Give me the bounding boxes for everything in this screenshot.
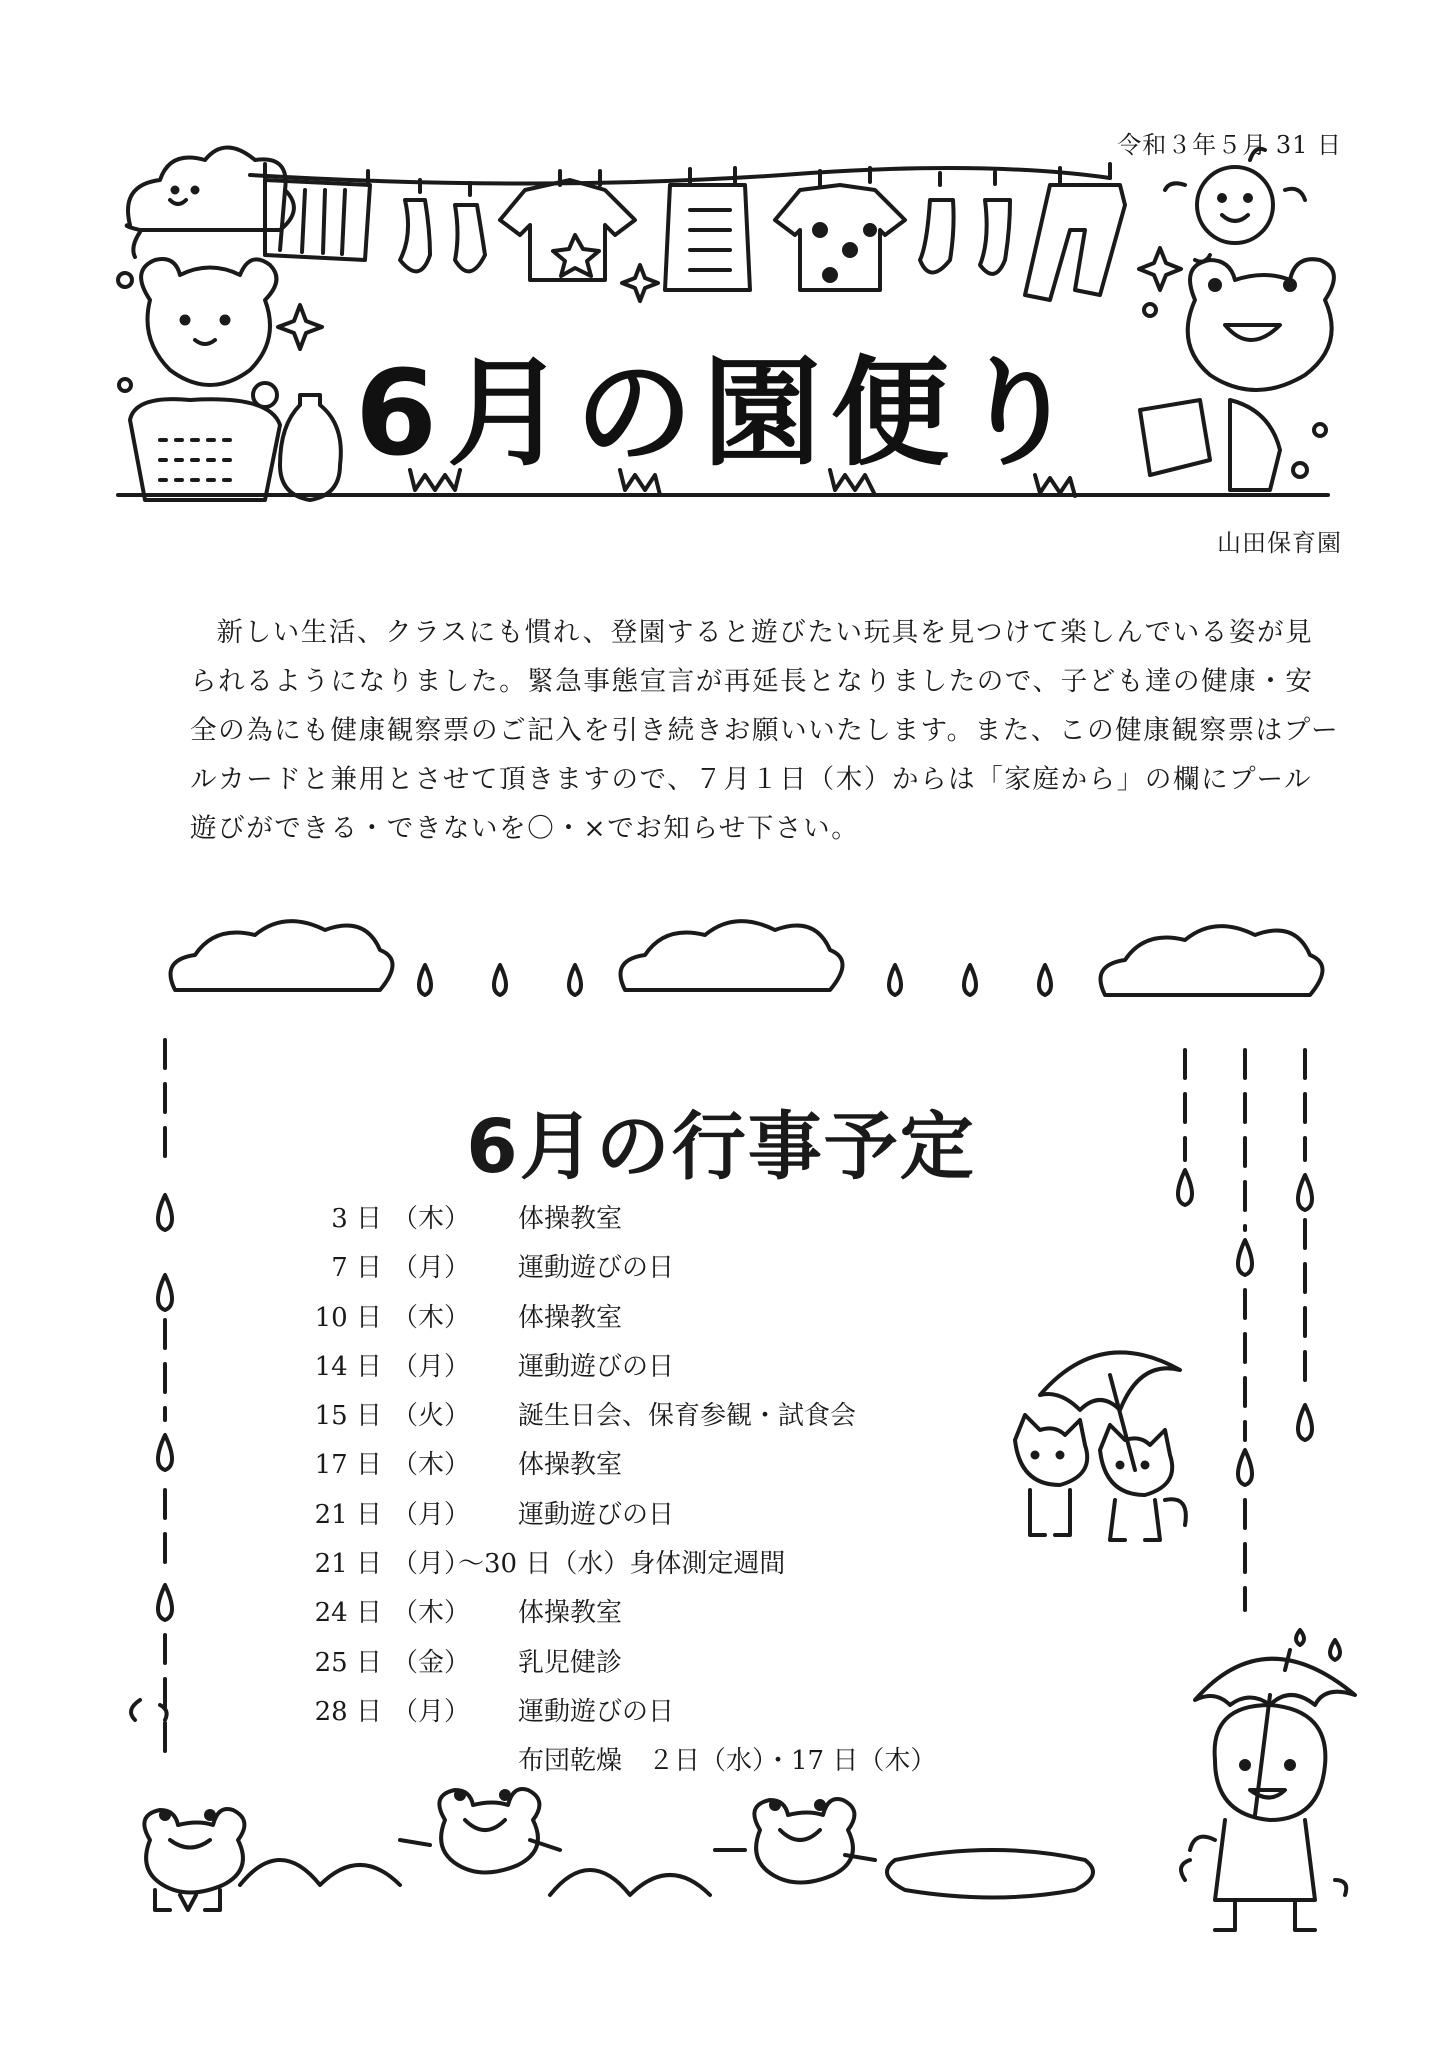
event-day: 25 日 <box>314 1647 382 1678</box>
hill-icon <box>240 1860 400 1885</box>
sparkle-icon <box>1139 248 1181 290</box>
event-name: 体操教室 <box>518 1450 623 1481</box>
event-name: 運動遊びの日 <box>518 1696 675 1727</box>
frog-icon <box>144 1789 875 1910</box>
event-weekday: （火） <box>392 1401 471 1432</box>
event-day: 10 日 <box>314 1302 382 1333</box>
issue-date: 令和３年５月 31 日 <box>1117 131 1342 159</box>
event-day: 21 日 <box>314 1549 382 1580</box>
sun-icon <box>1165 149 1305 262</box>
event-weekday: （月） <box>392 1253 471 1284</box>
umbrella-child-icon <box>1181 1630 1355 1930</box>
organization-name: 山田保育園 <box>1217 529 1342 557</box>
event-name: 運動遊びの日 <box>518 1253 675 1284</box>
event-weekday: （木） <box>392 1598 471 1629</box>
event-weekday: （月） <box>392 1696 471 1727</box>
intro-paragraph: 新しい生活、クラスにも慣れ、登園すると遊びたい玩具を見つけて楽しんでいる姿が見られるようになりました。緊急事態宣言が再延長となりましたので、子ども達の健康・安全の為にも健康観察票のご記入を引き続きお願いいたします。また、この健康観察票はプールカードと兼用とさせて頂きますので、７月１日（木）からは「家庭から」の欄にプール遊びができる・できないを〇・×でお知らせ下さい。 <box>190 617 1340 844</box>
event-name: 運動遊びの日 <box>518 1351 675 1382</box>
event-day: 21 日 <box>314 1499 382 1530</box>
event-weekday: （木） <box>392 1450 471 1481</box>
event-weekday: （月） <box>392 1499 471 1530</box>
event-day: 7 日 <box>331 1253 382 1284</box>
event-weekday: （月） <box>392 1351 471 1382</box>
event-day: 28 日 <box>314 1696 382 1727</box>
event-name: 体操教室 <box>518 1302 623 1333</box>
event-weekday: （木） <box>392 1204 471 1234</box>
event-weekday: （木） <box>392 1302 471 1333</box>
event-day: 14 日 <box>314 1351 382 1382</box>
sparkle-icon <box>622 265 658 301</box>
schedule-title: 6月の行事予定 <box>466 1104 976 1190</box>
event-name: 誕生日会、保育参観・試食会 <box>518 1401 857 1432</box>
cat-icon <box>1015 1352 1186 1540</box>
event-weekday: （月） <box>392 1549 471 1580</box>
event-day: 3 日 <box>331 1204 382 1234</box>
cloud-icon <box>127 148 294 258</box>
event-day: 24 日 <box>314 1598 382 1629</box>
puddle-icon <box>887 1850 1093 1898</box>
event-name: 体操教室 <box>518 1204 623 1234</box>
futon-drying-note: 布団乾燥 ２日（水）・17 日（木） <box>518 1746 937 1777</box>
event-weekday: （金） <box>392 1647 471 1678</box>
event-name: 乳児健診 <box>518 1647 623 1678</box>
laundry-icon <box>265 164 1125 300</box>
clothesline <box>250 168 1110 183</box>
newsletter-title: 6月の園便り <box>354 344 1088 482</box>
event-name: ～30 日（水）身体測定週間 <box>458 1549 786 1580</box>
rain-cloud-frame <box>171 921 1323 995</box>
event-name: 運動遊びの日 <box>518 1499 675 1530</box>
event-day: 15 日 <box>314 1401 382 1432</box>
event-name: 体操教室 <box>518 1598 623 1629</box>
event-day: 17 日 <box>314 1450 382 1481</box>
hill-icon <box>550 1870 710 1895</box>
